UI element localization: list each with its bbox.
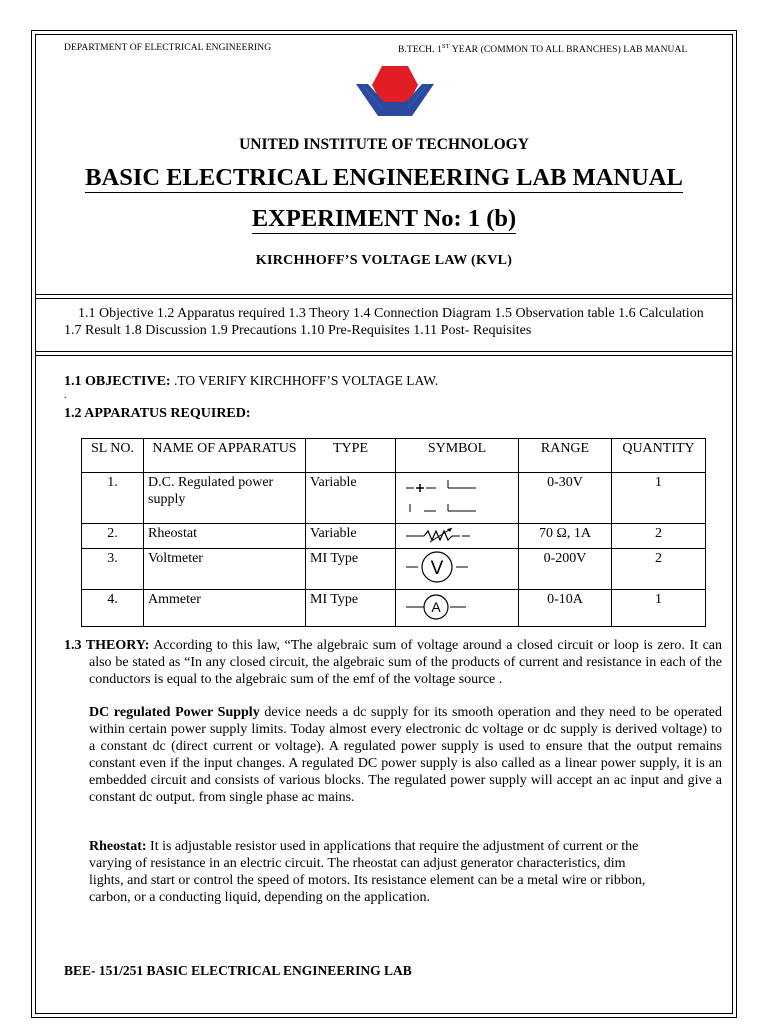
cell-qty: 2 [612, 549, 706, 590]
experiment-number: EXPERIMENT No: 1 (b) [251, 205, 517, 232]
column-header: RANGE [519, 439, 612, 473]
column-header: TYPE [306, 439, 396, 473]
page-footer: BEE- 151/251 BASIC ELECTRICAL ENGINEERING LAB [64, 963, 412, 978]
cell-symbol [396, 549, 519, 590]
dc-supply-heading: DC regulated Power Supply [89, 705, 260, 720]
table-row [82, 549, 706, 590]
cell-qty: 1 [612, 473, 706, 524]
header-course: B.TECH. 1ST YEAR (COMMON TO ALL BRANCHES) LAB MANUAL [398, 43, 688, 56]
header-department: DEPARTMENT OF ELECTRICAL ENGINEERING [64, 43, 272, 53]
table-header-row [82, 439, 706, 473]
objective-section [64, 373, 438, 390]
cell-sl: 4. [82, 590, 144, 627]
table-row [82, 524, 706, 549]
institute-name: UNITED INSTITUTE OF TECHNOLOGY [239, 136, 529, 153]
cell-range: 0-30V [519, 473, 612, 524]
table-row [82, 473, 706, 524]
cell-sl: 1. [82, 473, 144, 524]
svg-text:V: V [430, 558, 444, 579]
cell-range: 70 Ω, 1A [519, 524, 612, 549]
column-header: QUANTITY [612, 439, 706, 473]
objective-text: .TO VERIFY KIRCHHOFF’S VOLTAGE LAW. [170, 373, 439, 388]
cell-range: 0-10A [519, 590, 612, 627]
column-header: NAME OF APPARATUS [144, 439, 306, 473]
rheostat-paragraph: Rheostat: It is adjustable resistor used in applications that require the adjustment of current or the varying of resistance in an electric circuit. The rheostat can adjust generator characteristics, dim lights, and start or control the speed of motors. Its resistance element can be a metal wire or ribbon, carbon, or a conducting liquid, depending on the application. [89, 839, 646, 905]
apparatus-heading: 1.2 APPARATUS REQUIRED: [64, 406, 251, 421]
institute-logo-icon [352, 58, 438, 129]
cell-name: Rheostat [144, 524, 306, 549]
dc-supply-paragraph [64, 704, 722, 806]
divider [36, 298, 732, 299]
voltmeter-icon [400, 550, 510, 584]
cell-type: Variable [306, 524, 396, 549]
column-header: SL NO. [82, 439, 144, 473]
divider [36, 294, 732, 295]
cell-name: Ammeter [144, 590, 306, 627]
cell-symbol [396, 473, 519, 524]
page-title: BASIC ELECTRICAL ENGINEERING LAB MANUAL [85, 164, 683, 191]
cell-qty: 1 [612, 590, 706, 627]
rheostat-icon [400, 525, 510, 543]
theory-section [64, 637, 722, 688]
ammeter-icon [400, 591, 510, 621]
cell-symbol [396, 524, 519, 549]
objective-heading: 1.1 OBJECTIVE: [64, 374, 171, 389]
cell-type: MI Type [306, 549, 396, 590]
cell-type: MI Type [306, 590, 396, 627]
cell-range: 0-200V [519, 549, 612, 590]
theory-heading: 1.3 THEORY: [64, 638, 150, 653]
cell-name: Voltmeter [144, 549, 306, 590]
dc-source-icon [400, 474, 510, 518]
theory-text: According to this law, “The algebraic sum of voltage around a closed circuit or loop is zero. It can also be stated as “In any closed circuit, the algebraic sum of the products of current and resistance in each of the conductors is equal to the algebraic sum of the emf of the voltage source . [89, 638, 723, 687]
cell-qty: 2 [612, 524, 706, 549]
svg-text:A: A [431, 599, 441, 615]
apparatus-table [81, 438, 706, 627]
cell-name: D.C. Regulated power supply [144, 473, 306, 524]
rheostat-heading: Rheostat: [89, 839, 147, 854]
stray-dot: . [64, 390, 67, 401]
table-of-contents: 1.1 Objective 1.2 Apparatus required 1.3 Theory 1.4 Connection Diagram 1.5 Observation table 1.6 Calculation 1.7 Result 1.8 Discussion 1.9 Precautions 1.10 Pre-Requisites 1.11 Post- Requisites [64, 306, 704, 338]
cell-type: Variable [306, 473, 396, 524]
dc-supply-text: device needs a dc supply for its smooth operation and they need to be operated within certain power supply limits. Today almost every electronic dc voltage or dc supply is derived voltage) to a constant dc (direct current or voltage). A regulated power supply is used to ensure that the output remains constant even if the input changes. A regulated DC power supply is also called as a linear power supply, it is an embedded circuit and consists of various blocks. The regulated power supply will accept an ac input and give a constant dc output. from single phase ac mains. [89, 705, 722, 805]
cell-sl: 3. [82, 549, 144, 590]
column-header: SYMBOL [396, 439, 519, 473]
divider [36, 355, 732, 356]
experiment-subtitle: KIRCHHOFF’S VOLTAGE LAW (KVL) [255, 253, 513, 268]
table-row [82, 590, 706, 627]
cell-sl: 2. [82, 524, 144, 549]
divider [36, 351, 732, 352]
cell-symbol [396, 590, 519, 627]
